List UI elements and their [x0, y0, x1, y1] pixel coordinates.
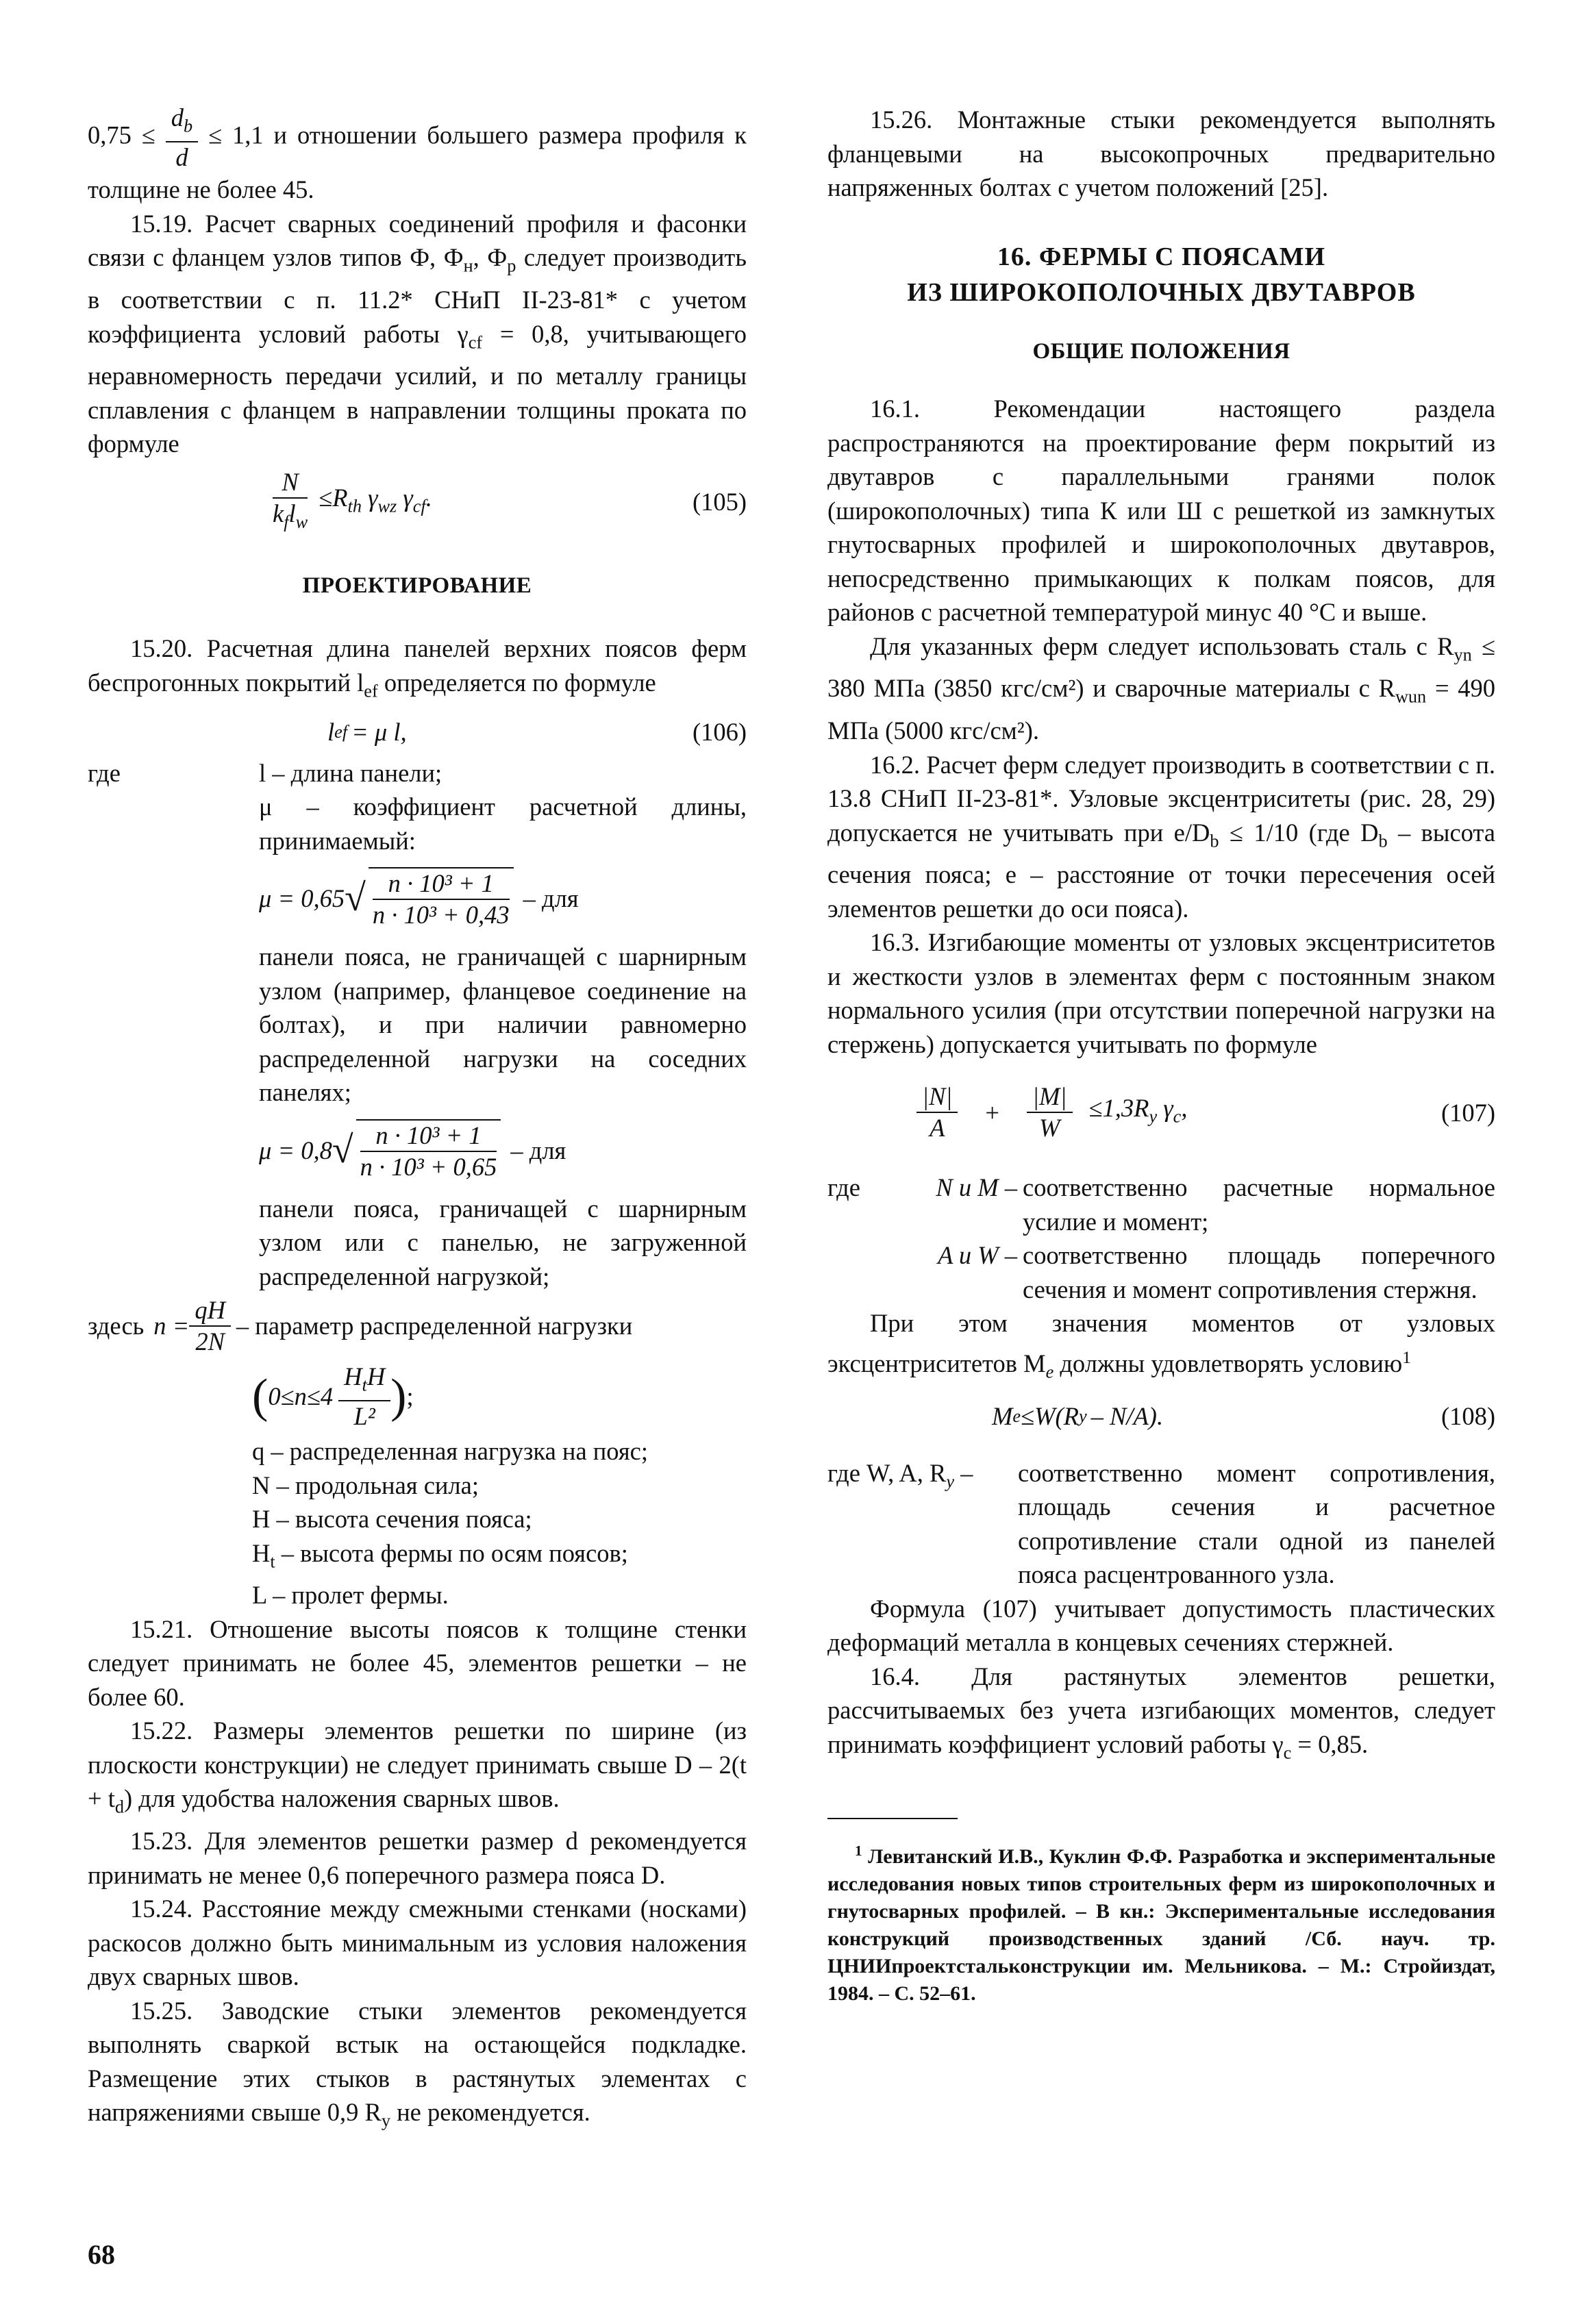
- sub: ef: [364, 681, 378, 701]
- text: = 0,85.: [1297, 1729, 1369, 1758]
- text: , Ф: [473, 243, 508, 272]
- eq-text: ≤1,3R: [1088, 1094, 1149, 1123]
- footnote-text: Левитанский И.В., Куклин Ф.Ф. Разработка и экспериментальные исследования новых типов строительных ферм из широкополочных и гнутосварных профилей. – В кн.: Экспериментальные исследования конструкций производственных зданий /Сб. науч. тр. ЦНИИпроектстальконструкции им. Мельникова. – М.: Стройиздат, 1984. – С. 52–61.: [827, 1845, 1496, 2005]
- sub: y: [1149, 1106, 1158, 1127]
- def-mu: μ – коэффициент расчетной длины, принимаемый:: [259, 792, 747, 855]
- where-label: где: [88, 758, 121, 787]
- paren-left: (: [252, 1370, 269, 1423]
- paragraph-15-19: [88, 207, 747, 461]
- sub: yn: [1454, 644, 1472, 664]
- paragraph-16-4: [827, 1660, 1495, 1770]
- sub: cf: [468, 332, 483, 352]
- mu-1-description: панели пояса, не граничащей с шарнирным узлом (например, фланцевое соединение на болтах), и при наличии равномерно распределенной нагрузки на соседних панелях;: [259, 942, 747, 1107]
- frac-den: 2N: [195, 1327, 225, 1356]
- sub: b: [1378, 830, 1388, 851]
- text: не рекомендуется.: [397, 2098, 590, 2127]
- frac-den: d: [175, 143, 188, 172]
- def-h: H – высота сечения пояса;: [252, 1505, 532, 1534]
- sub: b: [1210, 830, 1219, 851]
- parameter-n-range: [88, 1359, 747, 1434]
- def-ht: [252, 1536, 747, 1579]
- paragraph-16-2: [827, 748, 1495, 926]
- frac-num: |M|: [1027, 1082, 1072, 1113]
- frac-num: d: [171, 103, 184, 132]
- equation-mu-2: [259, 1110, 747, 1192]
- frac-den: L²: [353, 1402, 375, 1431]
- text: 15.25. Заводские стыки элементов рекомендуется выполнять сваркой встык на остающейся подкладке. Размещение этих стыков в растянутых элементах с напряжениями свыше 0,9 R: [88, 1996, 747, 2127]
- heading-design: ПРОЕКТИРОВАНИЕ: [302, 573, 532, 598]
- eq-text: γ: [368, 483, 378, 512]
- eq-text: n =: [153, 1312, 190, 1340]
- paragraph-15-25: [88, 1994, 747, 2138]
- definitions-108: [827, 1456, 1495, 1592]
- definitions-list: [184, 756, 747, 1294]
- def-key: –: [960, 1458, 973, 1487]
- fraction-n-a: [917, 1082, 958, 1143]
- fraction-n-kflw: [273, 467, 308, 537]
- eq-text: ≤W(R: [1021, 1402, 1079, 1431]
- paragraph-16-1b: [827, 629, 1495, 748]
- def-value: соответственно момент сопротивления, площадь сечения и расчетное сопротивление стали одной из панелей пояса расцентрованного узла.: [1018, 1458, 1495, 1589]
- frac-num-sub: b: [184, 116, 193, 136]
- text: = 490 МПа (5000 кгс/см²).: [827, 674, 1496, 745]
- fraction-qh-2n: [189, 1295, 231, 1357]
- sub: t: [362, 1375, 367, 1395]
- definitions-107: [827, 1171, 1495, 1306]
- sqrt-body: [369, 867, 514, 930]
- frac-num: n · 10³ + 1: [360, 1121, 497, 1152]
- paragraph-moments: [827, 1306, 1495, 1388]
- text: 15.22. Размеры элементов решетки по ширине (из плоскости конструкции) не следует принимать свыше D – 2(t + t: [88, 1716, 747, 1813]
- eq-text: +: [985, 1098, 1000, 1127]
- frac-den: n · 10³ + 0,43: [372, 901, 510, 929]
- eq-text: 0≤n≤4: [268, 1382, 334, 1411]
- equation-number: (107): [1441, 1098, 1495, 1127]
- eq-text: μ = 0,65: [259, 884, 345, 913]
- definitions-15-20: [88, 756, 747, 1294]
- paragraph-15-26: 15.26. Монтажные стыки рекомендуется выполнять фланцевыми на высокопрочных предварительно напряженных болтах с учетом положений [25].: [827, 105, 1495, 201]
- text: = 0,8, учитывающего неравномерность передачи усилий, и по металлу границы сплавления с фланцем в направлении толщины проката по формуле: [88, 319, 747, 458]
- eq-text: γ: [1163, 1094, 1173, 1123]
- paragraph-16-1: 16.1. Рекомендации настоящего раздела распространяются на проектирование ферм покрытий из двутавров с параллельными гранями полок (широкополочных) типа К или Ш с решеткой из замкнутых гнутосварных профилей и широкополочных двутавров, непосредственно примыкающих к полкам поясов, для районов с расчетной температурой минус 40 °С и выше.: [827, 395, 1495, 626]
- eq-text: ;: [406, 1382, 414, 1411]
- equation-108: [827, 1389, 1495, 1444]
- text: определяется по формуле: [384, 668, 656, 697]
- paragraph-16-3: 16.3. Изгибающие моменты от узловых эксцентриситетов и жесткости узлов в элементах ферм с постоянным знаком нормального усилия (при отсутствии поперечной нагрузки на стержень) допускается учитывать по формуле: [827, 928, 1495, 1058]
- sqrt-body: [356, 1119, 501, 1182]
- equation-mu-1: [259, 858, 747, 940]
- equation-number: (108): [1441, 1402, 1495, 1431]
- sqrt-sign-icon: √: [332, 1128, 353, 1171]
- page-number: 68: [88, 2239, 115, 2270]
- eq-text: ≤R: [319, 483, 348, 512]
- eq-text: ,: [1181, 1094, 1188, 1123]
- def-value: соответственно площадь поперечного сечения и момент сопротивления стержня.: [1023, 1241, 1495, 1303]
- fraction-db-d: [166, 103, 198, 173]
- sub: ef: [334, 721, 348, 742]
- text: 15.19. Расчет сварных соединений профиля и фасонки связи с фланцем узлов типов Ф, Ф: [88, 209, 747, 272]
- sub: y: [1078, 1406, 1087, 1427]
- sub: y: [946, 1471, 955, 1492]
- def-q: q – распределенная нагрузка на пояс;: [252, 1437, 648, 1466]
- paragraph-15-22: [88, 1714, 747, 1824]
- frac-num: H: [344, 1362, 362, 1391]
- text: При этом значения моментов от узловых эксцентриситетов M: [827, 1309, 1495, 1378]
- sub: н: [463, 255, 473, 276]
- paragraph-formula-107: Формула (107) учитывает допустимость пластических деформаций металла в концевых сечениях стержней.: [827, 1594, 1495, 1657]
- text: должны удовлетворять условию: [1060, 1349, 1403, 1378]
- sub: t: [270, 1551, 275, 1571]
- def-l-span: L – пролет фермы.: [252, 1581, 449, 1610]
- equation-number: (105): [692, 488, 747, 516]
- def-n: N – продольная сила;: [252, 1471, 479, 1499]
- frac-num: |N|: [917, 1082, 958, 1113]
- def-key: где W, A, R: [827, 1458, 947, 1487]
- section-16-heading: [827, 239, 1495, 310]
- eq-text: M: [992, 1402, 1013, 1431]
- sub: d: [114, 1797, 124, 1817]
- text: H: [252, 1538, 271, 1567]
- frac-den: W: [1039, 1114, 1060, 1142]
- right-column: [827, 103, 1495, 2008]
- sqrt-sign-icon: √: [345, 877, 366, 920]
- heading-line: ИЗ ШИРОКОПОЛОЧНЫХ ДВУТАВРОВ: [907, 277, 1416, 307]
- frac-num: N: [273, 467, 308, 499]
- equation-number: (106): [692, 717, 747, 746]
- frac-den: k: [273, 499, 284, 527]
- text: ≤ 1,1 и отношении большего размера профиля к толщине не более 45.: [88, 121, 747, 204]
- sub: р: [507, 255, 516, 276]
- left-column: [88, 103, 747, 2138]
- def-value: соответственно расчетные нормальное усилие и момент;: [1023, 1173, 1495, 1236]
- equation-107: [827, 1061, 1495, 1164]
- paren-right: ): [390, 1370, 407, 1423]
- text: 15.20. Расчетная длина панелей верхних поясов ферм беспрогонных покрытий l: [88, 634, 747, 697]
- sub: c: [1173, 1106, 1182, 1127]
- mu-2-description: панели пояса, граничащей с шарнирным узлом или с панелью, не загруженной распределенной нагрузкой;: [259, 1194, 747, 1290]
- paragraph-ratio-limits: [88, 103, 747, 207]
- footnote-ref: 1: [1402, 1347, 1411, 1367]
- sub: f: [284, 512, 289, 532]
- footnote-rule: [827, 1818, 958, 1819]
- sub: y: [381, 2110, 390, 2131]
- sub: cf: [412, 496, 426, 516]
- paragraph-15-20: [88, 632, 747, 708]
- text: 0,75 ≤: [88, 121, 155, 149]
- frac-num: H: [366, 1362, 386, 1391]
- text: ) для удобства наложения сварных швов.: [124, 1784, 560, 1813]
- paragraph-15-23: 15.23. Для элементов решетки размер d рекомендуется принимать не менее 0,6 поперечного размера пояса D.: [88, 1827, 747, 1889]
- sub: e: [1012, 1406, 1021, 1427]
- equation-105: [88, 461, 747, 543]
- text: Для указанных ферм следует использовать сталь с R: [870, 632, 1454, 660]
- text: – параметр распределенной нагрузки: [236, 1312, 633, 1340]
- text: 16.4. Для растянутых элементов решетки, рассчитываемых без учета изгибающих моментов, следует принимать коэффициент условий работы γ: [827, 1662, 1495, 1758]
- sub: wz: [377, 496, 397, 516]
- heading-general: ОБЩИЕ ПОЛОЖЕНИЯ: [1032, 338, 1290, 364]
- sub: e: [1045, 1362, 1054, 1382]
- eq-text: .: [425, 483, 432, 512]
- paragraph-15-21: 15.21. Отношение высоты поясов к толщине стенки следует принимать не более 45, элементов решетки – не более 60.: [88, 1614, 747, 1711]
- frac-den: l: [288, 499, 296, 527]
- frac-den: n · 10³ + 0,65: [360, 1152, 497, 1181]
- sub: wun: [1395, 686, 1427, 707]
- fraction-m-w: [1027, 1082, 1072, 1143]
- text: ≤ 1/10 (где D: [1229, 818, 1379, 847]
- heading-line: 16. ФЕРМЫ С ПОЯСАМИ: [997, 242, 1326, 271]
- paragraph-15-24: 15.24. Расстояние между смежными стенками (носками) раскосов должно быть минимальным из условия наложения двух сварных швов.: [88, 1895, 747, 1991]
- where-label: где: [827, 1173, 860, 1202]
- text: ≤ 380 МПа (3850 кгс/см²) и сварочные материалы с R: [827, 632, 1495, 703]
- fraction-hth-l2: [338, 1362, 390, 1432]
- text: 16.2. Расчет ферм следует производить в соответствии с п. 13.8 СНиП II-23-81*. Узловые эксцентриситеты (рис. 28, 29) допускается не учитывать при e/D: [827, 750, 1495, 847]
- equation-106: [88, 708, 747, 756]
- eq-text: – для: [523, 884, 579, 913]
- def-l: l – длина панели;: [259, 758, 442, 787]
- parameter-n-definition: [88, 1293, 747, 1359]
- frac-num: n · 10³ + 1: [373, 869, 510, 900]
- def-key: A и W –: [938, 1241, 1017, 1270]
- eq-text: – для: [510, 1136, 566, 1164]
- text: – высота сечения пояса; e – расстояние от точки пересечения осей элементов решетки до оси пояса).: [827, 818, 1496, 923]
- eq-text: γ: [403, 483, 413, 512]
- eq-text: μ = 0,8: [259, 1136, 332, 1164]
- footnote: [827, 1837, 1495, 2008]
- frac-num: qH: [189, 1295, 231, 1327]
- here-label: здесь: [88, 1312, 145, 1340]
- eq-text: – N/A).: [1090, 1402, 1164, 1431]
- sub: c: [1283, 1742, 1292, 1763]
- definitions-list-2: [88, 1434, 747, 1612]
- eq-text: = μ l,: [351, 717, 407, 746]
- def-key: N и M –: [936, 1173, 1017, 1202]
- sub: w: [295, 512, 308, 532]
- sub: th: [347, 496, 362, 516]
- footnote-mark: 1: [855, 1842, 862, 1859]
- text: следует производить в соответствии с п. 11.2* СНиП II-23-81* с учетом коэффициента условий работы γ: [88, 243, 747, 348]
- eq-text: l: [327, 717, 335, 746]
- frac-den: A: [930, 1114, 945, 1142]
- text: – высота фермы по осям поясов;: [281, 1538, 628, 1567]
